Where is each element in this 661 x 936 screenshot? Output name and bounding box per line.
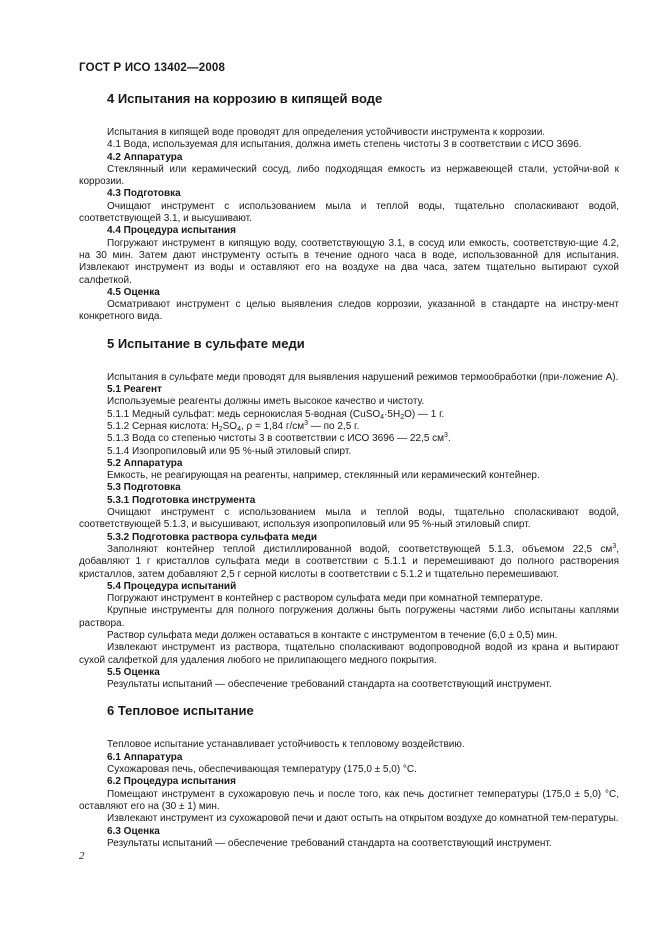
subsection-heading: 4.5 Оценка: [107, 286, 160, 298]
paragraph: Погружают инструмент в контейнер с раствором сульфата меди при комнатной температуре.: [107, 593, 543, 605]
paragraph: Очищают инструмент с использованием мыла и теплой воды, тщательно споласкивают водой, соответствующей 5.1.3, и высушивают, используя изопропиловый или 95 %-ный этиловый спирт.: [79, 507, 619, 531]
subsection-heading: 5.3.1 Подготовка инструмента: [107, 494, 256, 506]
subsection-heading: 5.1 Реагент: [107, 384, 162, 396]
subsection-heading: 5.4 Процедура испытаний: [107, 580, 237, 592]
paragraph: Осматривают инструмент с целью выявления следов коррозии, указанной в стандарте на инстру-мент конкретного вида.: [79, 299, 619, 323]
paragraph: Результаты испытаний — обеспечение требований стандарта на соответствующий инструмент.: [107, 837, 552, 849]
paragraph: Погружают инструмент в кипящую воду, соответствующую 3.1, в сосуд или емкость, соответствую-щие 4.2, на 30 мин. Затем дают инструменту остыть в течение одного часа в воде, использованной для испытания. Извлекают инструмент из воды и оставляют его на воздухе на два часа, затем тщательно вытирают сухой салфеткой.: [79, 237, 619, 286]
paragraph: Сухожаровая печь, обеспечивающая температуру (175,0 ± 5,0) °С.: [107, 764, 417, 776]
paragraph-5-1-1: 5.1.1 Медный сульфат: медь сернокислая 5-водная $(CuSO_4\cdot 5H_2O)$ — 1 г.: [107, 408, 445, 421]
subsection-heading: 5.3.2 Подготовка раствора сульфата меди: [107, 531, 317, 543]
subsection-heading: 5.3 Подготовка: [107, 482, 181, 494]
paragraph: 5.1.4 Изопропиловый или 95 %-ный этиловый спирт.: [107, 445, 352, 457]
subsection-heading: 6.1 Аппаратура: [107, 751, 183, 763]
subsection-heading: 5.2 Аппаратура: [107, 457, 183, 469]
section-6-title: 6 Тепловое испытание: [107, 703, 254, 719]
paragraph: Очищают инструмент с использованием мыла и теплой воды, тщательно споласкивают водой, соответствующей 3.1, и высушивают.: [79, 200, 619, 225]
paragraph: Емкость, не реагирующая на реагенты, например, стеклянный или керамический контейнер.: [107, 470, 540, 482]
paragraph: Помещают инструмент в сухожаровую печь и после того, как печь достигнет температуры (175,0 ± 5,0) °С, оставляют его на (30 ± 1) мин.: [79, 788, 619, 812]
paragraph: Используемые реагенты должны иметь высокое качество и чистоту.: [107, 396, 425, 408]
subsection-heading: 4.4 Процедура испытания: [107, 225, 236, 237]
subsection-heading: 4.2 Аппаратура: [107, 151, 183, 163]
paragraph: Результаты испытаний — обеспечение требований стандарта на соответствующий инструмент.: [107, 679, 552, 691]
paragraph-5-1-2: 5.1.2 Серная кислота: $H_2SO_4$, ρ = 1,84 $г/см^3$ — по 2,5 г.: [107, 419, 360, 433]
paragraph: Тепловое испытание устанавливает устойчивость к тепловому воздействию.: [107, 739, 465, 751]
paragraph: Испытания в сульфате меди проводят для выявления нарушений режимов термообработки (при-ложение А).: [107, 371, 619, 383]
paragraph: Извлекают инструмент из сухожаровой печи и дают остыть на открытом воздухе до комнатной тем-пературы.: [107, 813, 619, 825]
paragraph: Раствор сульфата меди должен оставаться в контакте с инструментом в течение (6,0 ± 0,5) мин.: [107, 629, 558, 641]
document-body: [79, 91, 619, 850]
section-4-title: 4 Испытания на коррозию в кипящей воде: [107, 91, 383, 106]
page-number: 2: [79, 850, 85, 862]
paragraph-5-1-3: 5.1.3 Вода со степенью чистоты 3 в соответствии с ИСО 3696 — 22,5 $см^3$.: [107, 432, 451, 445]
paragraph: Стеклянный или керамический сосуд, либо подходящая емкость из нержавеющей стали, устойчи-вой к коррозии.: [79, 163, 619, 188]
paragraph: Извлекают инструмент из раствора, тщательно споласкивают водопроводной водой из крана и вытирают сухой салфеткой для удаления любого не прилипающего медного покрытия.: [79, 642, 619, 666]
subsection-heading: 4.3 Подготовка: [107, 188, 181, 200]
document-header: ГОСТ Р ИСО 13402—2008: [79, 62, 226, 74]
paragraph: Крупные инструменты для полного погружения должны быть погружены частями либо испытаны каплями раствора.: [79, 605, 619, 629]
paragraph-5-3-2: Заполняют контейнер теплой дистиллированной водой, соответствующей 5.1.3, объемом 22,5 $см^3$, добавляют 1 г кристаллов сульфата меди в соответствии с 5.1.1 и перемешивают до полного растворения кристаллов, затем добавляют 2,5 г серной кислоты в соответствии с 5.1.2 и тщательно перемешивают.: [79, 542, 619, 580]
paragraph: Испытания в кипящей воде проводят для определения устойчивости инструмента к коррозии.: [107, 127, 546, 138]
subsection-heading: 5.5 Оценка: [107, 666, 160, 678]
subsection-heading: 6.2 Процедура испытания: [107, 776, 236, 788]
paragraph: 4.1 Вода, используемая для испытания, должна иметь степень чистоты 3 в соответствии с ИСО 3696.: [107, 139, 582, 151]
subsection-heading: 6.3 Оценка: [107, 825, 160, 837]
section-5-title: 5 Испытание в сульфате меди: [107, 335, 305, 351]
